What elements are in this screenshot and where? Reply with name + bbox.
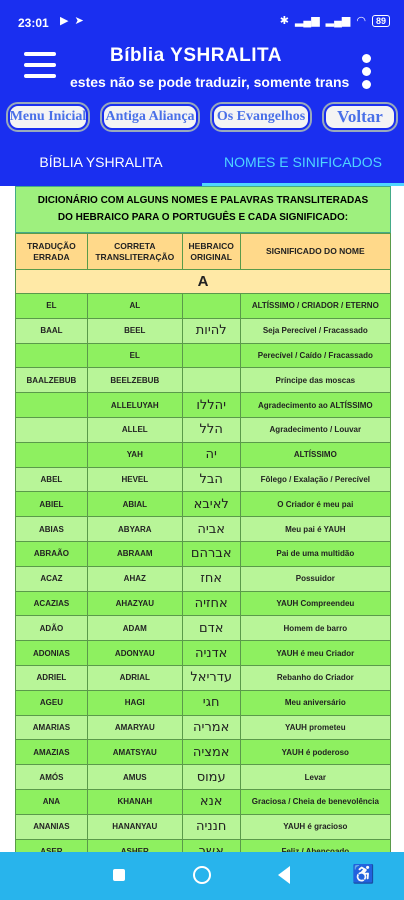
nav-button-row	[0, 100, 404, 138]
wrong-name-cell	[16, 417, 88, 442]
system-icons	[280, 14, 390, 27]
table-row	[16, 616, 391, 641]
meaning-cell: Príncipe das moscas	[240, 368, 390, 393]
meaning-cell: Meu aniversário	[240, 690, 390, 715]
recents-icon[interactable]	[113, 869, 125, 881]
table-row	[16, 765, 391, 790]
col-header-meaning: SIGNIFICADO DO NOME	[240, 234, 390, 270]
dictionary-table-wrapper	[15, 186, 391, 889]
letter-section: A	[16, 270, 391, 294]
correct-name-cell: EL	[87, 343, 182, 368]
meaning-cell: ALTÍSSIMO / CRIADOR / ETERNO	[240, 294, 390, 319]
correct-name-cell: AMARYAU	[87, 715, 182, 740]
content-area[interactable]	[0, 186, 404, 852]
hebrew-cell: עמוס	[182, 765, 240, 790]
dictionary-header	[15, 186, 391, 233]
youtube-icon: ▶	[60, 15, 69, 27]
correct-name-cell: ABIAL	[87, 492, 182, 517]
wrong-name-cell: ABRAÃO	[16, 541, 88, 566]
hebrew-cell: אחזיה	[182, 591, 240, 616]
hebrew-cell: אביה	[182, 517, 240, 542]
table-row	[16, 690, 391, 715]
correct-name-cell: ABRAAM	[87, 541, 182, 566]
evangelhos-button[interactable]: Os Evangelhos	[212, 104, 310, 130]
table-row	[16, 740, 391, 765]
meaning-cell: Homem de barro	[240, 616, 390, 641]
hebrew-cell: אברהם	[182, 541, 240, 566]
correct-name-cell: AMATSYAU	[87, 740, 182, 765]
wrong-name-cell: AGEU	[16, 690, 88, 715]
table-row	[16, 294, 391, 319]
notification-icons	[60, 14, 84, 27]
meaning-cell: YAUH é poderoso	[240, 740, 390, 765]
accessibility-icon[interactable]: ♿	[352, 864, 375, 884]
hebrew-cell: הלל	[182, 417, 240, 442]
table-row	[16, 591, 391, 616]
marquee-subtitle: estes não se pode traduzir, somente trans	[70, 74, 350, 90]
antiga-alianca-button[interactable]: Antiga Aliança	[102, 104, 198, 130]
correct-name-cell: BEELZEBUB	[87, 368, 182, 393]
col-header-hebrew: HEBRAICO ORIGINAL	[182, 234, 240, 270]
table-row	[16, 566, 391, 591]
wrong-name-cell: AMÓS	[16, 765, 88, 790]
table-row	[16, 641, 391, 666]
wrong-name-cell: BAALZEBUB	[16, 368, 88, 393]
hebrew-cell: יהללו	[182, 393, 240, 418]
correct-name-cell: ABYARA	[87, 517, 182, 542]
table-row	[16, 318, 391, 343]
header-line-2: DO HEBRAICO PARA O PORTUGUÊS E CADA SIGNIFICADO:	[57, 212, 349, 223]
meaning-cell: Levar	[240, 765, 390, 790]
wrong-name-cell: ABIEL	[16, 492, 88, 517]
table-row	[16, 715, 391, 740]
voltar-button[interactable]: Voltar	[324, 104, 396, 130]
hebrew-cell: חנניה	[182, 814, 240, 839]
hebrew-cell: יה	[182, 442, 240, 467]
table-row	[16, 368, 391, 393]
table-row	[16, 492, 391, 517]
meaning-cell: YAUH é meu Criador	[240, 641, 390, 666]
more-options-icon[interactable]	[362, 54, 372, 93]
wrong-name-cell: ACAZ	[16, 566, 88, 591]
meaning-cell: Graciosa / Cheia de benevolência	[240, 789, 390, 814]
wrong-name-cell: EL	[16, 294, 88, 319]
correct-name-cell: ADRIAL	[87, 665, 182, 690]
correct-name-cell: ADONYAU	[87, 641, 182, 666]
wrong-name-cell: BAAL	[16, 318, 88, 343]
app-bar	[0, 36, 404, 100]
wifi-icon: ◠	[356, 15, 366, 27]
wrong-name-cell: ANA	[16, 789, 88, 814]
hebrew-cell: אמציה	[182, 740, 240, 765]
col-header-wrong: TRADUÇÃO ERRADA	[16, 234, 88, 270]
correct-name-cell: ALLELUYAH	[87, 393, 182, 418]
wrong-name-cell: AMARIAS	[16, 715, 88, 740]
hebrew-cell: לאיבא	[182, 492, 240, 517]
battery-icon: 89	[372, 15, 390, 27]
tab-nomes[interactable]: NOMES E SINIFICADOS	[202, 138, 404, 186]
dictionary-table	[15, 233, 391, 889]
table-row	[16, 442, 391, 467]
correct-name-cell: AMUS	[87, 765, 182, 790]
correct-name-cell: YAH	[87, 442, 182, 467]
signal-icon: ▂▄▆	[294, 15, 320, 27]
tab-bar	[0, 138, 404, 186]
table-row	[16, 814, 391, 839]
wrong-name-cell	[16, 442, 88, 467]
meaning-cell: Meu pai é YAUH	[240, 517, 390, 542]
hebrew-cell	[182, 343, 240, 368]
meaning-cell: YAUH Compreendeu	[240, 591, 390, 616]
correct-name-cell: HANANYAU	[87, 814, 182, 839]
correct-name-cell: AL	[87, 294, 182, 319]
header-line-1: DICIONÁRIO COM ALGUNS NOMES E PALAVRAS TRANSLITERADAS	[37, 195, 369, 206]
correct-name-cell: HAGI	[87, 690, 182, 715]
tab-biblia[interactable]: BÍBLIA YSHRALITA	[39, 154, 163, 170]
wrong-name-cell: AMAZIAS	[16, 740, 88, 765]
wrong-name-cell	[16, 393, 88, 418]
correct-name-cell: HEVEL	[87, 467, 182, 492]
wrong-name-cell: ADRIEL	[16, 665, 88, 690]
wrong-name-cell: ANANIAS	[16, 814, 88, 839]
wrong-name-cell: ADONIAS	[16, 641, 88, 666]
meaning-cell: Agradecimento / Louvar	[240, 417, 390, 442]
hamburger-menu-icon[interactable]	[24, 52, 56, 82]
correct-name-cell: KHANAH	[87, 789, 182, 814]
hebrew-cell: להיות	[182, 318, 240, 343]
table-row	[16, 393, 391, 418]
meaning-cell: Pai de uma multidão	[240, 541, 390, 566]
hebrew-cell	[182, 294, 240, 319]
wrong-name-cell: ABEL	[16, 467, 88, 492]
correct-name-cell: AHAZ	[87, 566, 182, 591]
back-icon[interactable]	[278, 866, 290, 884]
correct-name-cell: AHAZYAU	[87, 591, 182, 616]
table-row	[16, 343, 391, 368]
app-title: Bíblia YSHRALITA	[110, 45, 282, 66]
meaning-cell: YAUH é gracioso	[240, 814, 390, 839]
system-nav-bar	[0, 852, 404, 900]
table-row	[16, 789, 391, 814]
hebrew-cell: אחז	[182, 566, 240, 591]
table-row	[16, 467, 391, 492]
send-icon: ➤	[74, 15, 84, 27]
wrong-name-cell	[16, 343, 88, 368]
correct-name-cell: ALLEL	[87, 417, 182, 442]
bluetooth-icon: ✱	[279, 15, 289, 27]
meaning-cell: YAUH prometeu	[240, 715, 390, 740]
home-icon[interactable]	[193, 866, 211, 884]
meaning-cell: O Criador é meu pai	[240, 492, 390, 517]
hebrew-cell: אדם	[182, 616, 240, 641]
col-header-correct: CORRETA TRANSLITERAÇÃO	[87, 234, 182, 270]
meaning-cell: Perecível / Caído / Fracassado	[240, 343, 390, 368]
meaning-cell: ALTÍSSIMO	[240, 442, 390, 467]
meaning-cell: Fôlego / Exalação / Perecível	[240, 467, 390, 492]
table-row	[16, 417, 391, 442]
table-row	[16, 541, 391, 566]
wrong-name-cell: ADÃO	[16, 616, 88, 641]
meaning-cell: Possuidor	[240, 566, 390, 591]
menu-inicial-button[interactable]: Menu Inicial	[8, 104, 88, 130]
table-row	[16, 517, 391, 542]
hebrew-cell: עדריאל	[182, 665, 240, 690]
correct-name-cell: BEEL	[87, 318, 182, 343]
meaning-cell: Agradecimento ao ALTÍSSIMO	[240, 393, 390, 418]
signal2-icon: ▂▄▆	[325, 15, 351, 27]
table-row	[16, 665, 391, 690]
hebrew-cell: אדניה	[182, 641, 240, 666]
hebrew-cell	[182, 368, 240, 393]
meaning-cell: Seja Perecível / Fracassado	[240, 318, 390, 343]
wrong-name-cell: ABIAS	[16, 517, 88, 542]
hebrew-cell: חגי	[182, 690, 240, 715]
meaning-cell: Rebanho do Criador	[240, 665, 390, 690]
hebrew-cell: הבל	[182, 467, 240, 492]
hebrew-cell: אמריה	[182, 715, 240, 740]
status-time: 23:01	[18, 16, 49, 30]
hebrew-cell: אנא	[182, 789, 240, 814]
wrong-name-cell: ACAZIAS	[16, 591, 88, 616]
correct-name-cell: ADAM	[87, 616, 182, 641]
